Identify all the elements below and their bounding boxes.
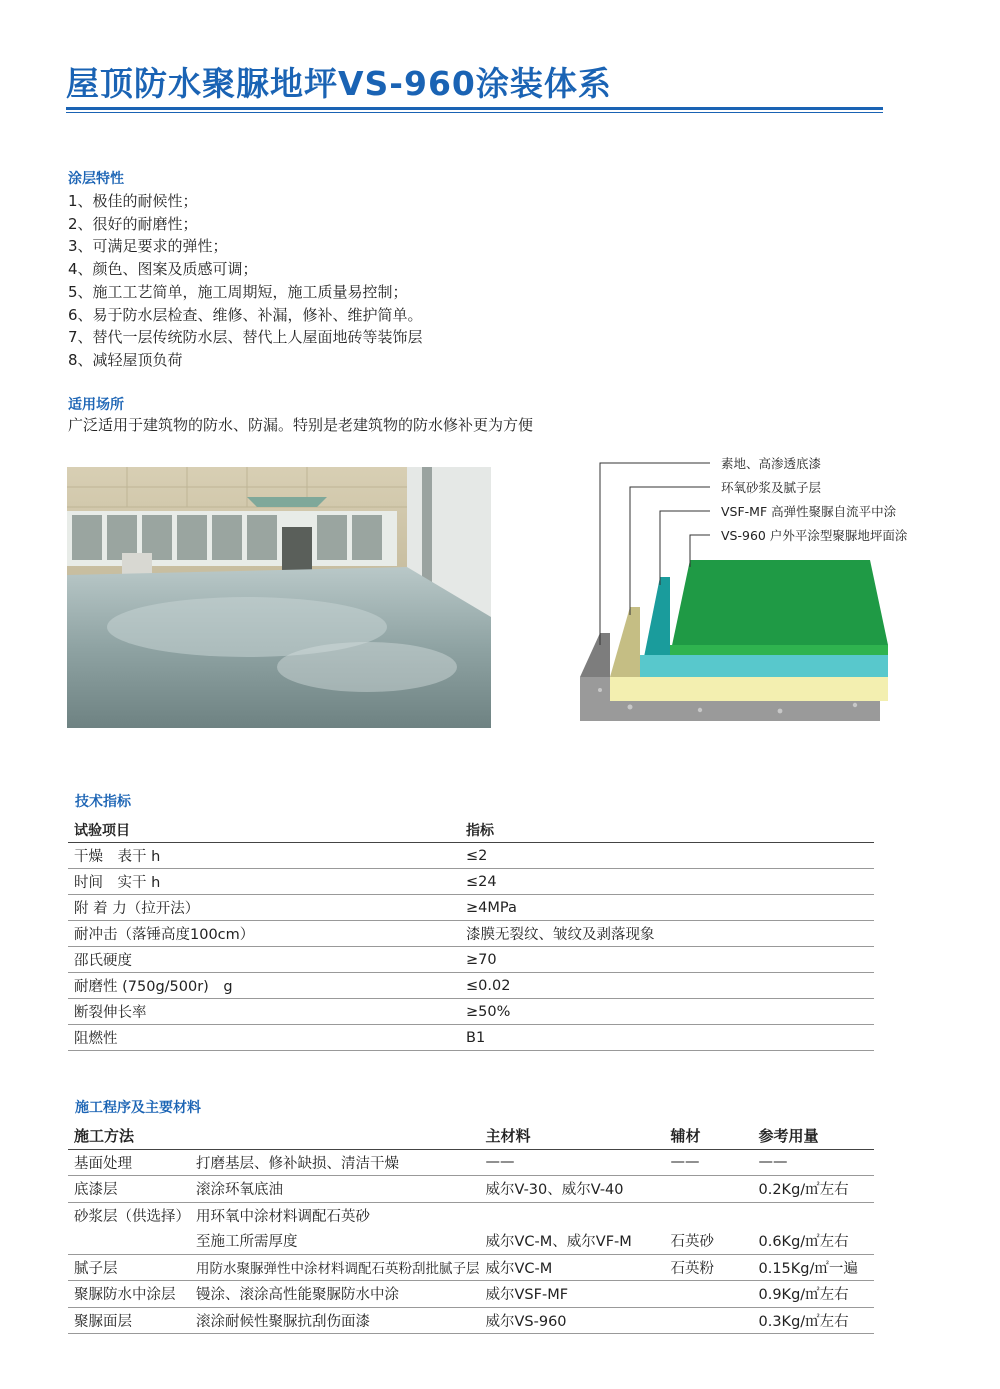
main-material: 威尔VS-960 [480, 1307, 665, 1334]
aux-material [665, 1176, 753, 1203]
method: 滚涂耐候性聚脲抗刮伤面漆 [190, 1307, 480, 1334]
feature-item: 8、减轻屋顶负荷 [68, 350, 183, 369]
feature-item: 3、可满足要求的弹性； [68, 237, 228, 256]
feature-item: 4、颜色、图案及质感可调； [68, 260, 258, 279]
feature-item: 5、施工工艺简单，施工周期短，施工质量易控制； [68, 282, 408, 301]
diagram-label-primer: 素地、高渗透底漆 [721, 456, 822, 471]
features-heading: 涂层特性 [68, 171, 124, 187]
main-material: —— [480, 1149, 665, 1176]
spec-value: B1 [460, 1025, 874, 1051]
layer-name: 聚脲防水中涂层 [68, 1281, 190, 1308]
test-item: 邵氏硬度 [68, 947, 460, 973]
table-row [68, 895, 874, 921]
feature-item: 6、易于防水层检查、维修、补漏，修补、维护简单。 [68, 305, 423, 324]
table-row [68, 973, 874, 999]
title-rule-thin [66, 112, 883, 113]
diagram-label-mortar: 环氧砂浆及腻子层 [721, 480, 822, 495]
method: 镘涂、滚涂高性能聚脲防水中涂 [190, 1281, 480, 1308]
spec-value: ≥4MPa [460, 895, 874, 921]
table-row [68, 869, 874, 895]
table-row [68, 1149, 874, 1176]
column-header: 指标 [460, 817, 874, 843]
spec-value: ≥50% [460, 999, 874, 1025]
method: 滚涂环氧底油 [190, 1176, 480, 1203]
spec-value: ≤0.02 [460, 973, 874, 999]
column-header: 施工方法 [68, 1123, 480, 1149]
table-row [68, 1307, 874, 1334]
layer-name: 聚脲面层 [68, 1307, 190, 1334]
test-item: 时间 实干 h [68, 869, 460, 895]
page-title: 屋顶防水聚脲地坪VS-960涂装体系 [66, 64, 612, 103]
usage-amount: 0.3Kg/㎡左右 [753, 1307, 875, 1334]
spec-value: ≤24 [460, 869, 874, 895]
tech-spec-table [68, 817, 874, 1051]
table-row [68, 999, 874, 1025]
main-material: 威尔VSF-MF [480, 1281, 665, 1308]
aux-material [665, 1307, 753, 1334]
layer-name: 底漆层 [68, 1176, 190, 1203]
usage-amount: —— [753, 1149, 875, 1176]
table-header-row [68, 1123, 874, 1149]
column-header: 参考用量 [753, 1123, 875, 1149]
table-row [68, 1025, 874, 1051]
table-row [68, 1281, 874, 1308]
column-header: 主材料 [480, 1123, 665, 1149]
method: 打磨基层、修补缺损、清洁干燥 [190, 1149, 480, 1176]
usage-amount: 0.15Kg/㎡一遍 [753, 1254, 875, 1281]
column-header: 试验项目 [68, 817, 460, 843]
aux-material: —— [665, 1149, 753, 1176]
spec-value: 漆膜无裂纹、皱纹及剥落现象 [460, 921, 874, 947]
middle-coat-layer [640, 655, 888, 677]
table-row [68, 947, 874, 973]
aux-material [665, 1281, 753, 1308]
feature-item: 1、极佳的耐候性； [68, 192, 198, 210]
usage-text: 广泛适用于建筑物的防水、防漏。特别是老建筑物的防水修补更为方便 [68, 416, 534, 434]
layer-name [68, 1228, 190, 1254]
table-row [68, 1254, 874, 1281]
main-material: 威尔VC-M、威尔VF-M [480, 1228, 665, 1254]
process-heading: 施工程序及主要材料 [75, 1100, 201, 1116]
spec-value: ≤2 [460, 843, 874, 869]
usage-amount [753, 1202, 875, 1228]
aux-material: 石英粉 [665, 1254, 753, 1281]
coating-layer-diagram [570, 445, 920, 735]
test-item: 附 着 力（拉开法） [68, 895, 460, 921]
main-material: 威尔VC-M [480, 1254, 665, 1281]
feature-item: 7、替代一层传统防水层、替代上人屋面地砖等装饰层 [68, 328, 423, 347]
features-list [68, 190, 423, 372]
usage-amount: 0.2Kg/㎡左右 [753, 1176, 875, 1203]
process-table [68, 1123, 874, 1334]
layer-name: 砂浆层（供选择） [74, 1208, 190, 1225]
test-item: 阻燃性 [68, 1025, 460, 1051]
method: 用防水聚脲弹性中涂材料调配石英粉刮批腻子层 [190, 1254, 480, 1281]
diagram-label-top-coat: VS-960 户外平涂型聚脲地坪面涂 [721, 528, 908, 543]
method: 至施工所需厚度 [190, 1228, 480, 1254]
mortar-layer [610, 677, 888, 701]
top-coat-layer [670, 560, 888, 655]
layer-name: 腻子层 [68, 1254, 190, 1281]
table-row [68, 1202, 874, 1228]
test-item: 断裂伸长率 [68, 999, 460, 1025]
usage-amount: 0.6Kg/㎡左右 [753, 1228, 875, 1254]
column-header: 辅材 [665, 1123, 753, 1149]
test-item: 耐磨性 (750g/500r) g [68, 973, 460, 999]
aux-material: 石英砂 [665, 1228, 753, 1254]
usage-amount: 0.9Kg/㎡左右 [753, 1281, 875, 1308]
table-row [68, 1176, 874, 1203]
main-material [480, 1202, 665, 1228]
aux-material [665, 1202, 753, 1228]
test-item: 耐冲击（落锤高度100cm） [68, 921, 460, 947]
method: 用环氧中涂材料调配石英砂 [196, 1208, 370, 1225]
table-header-row [68, 817, 874, 843]
main-material: 威尔V-30、威尔V-40 [480, 1176, 665, 1203]
table-row [68, 843, 874, 869]
spec-value: ≥70 [460, 947, 874, 973]
mortar-side [610, 607, 640, 677]
diagram-label-middle-coat: VSF-MF 高弹性聚脲自流平中涂 [721, 504, 897, 519]
table-row [68, 921, 874, 947]
test-item: 干燥 表干 h [68, 843, 460, 869]
rooftop-photo-illustration [67, 467, 491, 728]
rooftop-photo [67, 467, 491, 728]
layer-name: 基面处理 [68, 1149, 190, 1176]
tech-heading: 技术指标 [75, 794, 131, 810]
title-rule-thick [66, 107, 883, 110]
feature-item: 2、很好的耐磨性； [68, 214, 198, 233]
table-row [68, 1228, 874, 1254]
usage-heading: 适用场所 [68, 397, 124, 413]
